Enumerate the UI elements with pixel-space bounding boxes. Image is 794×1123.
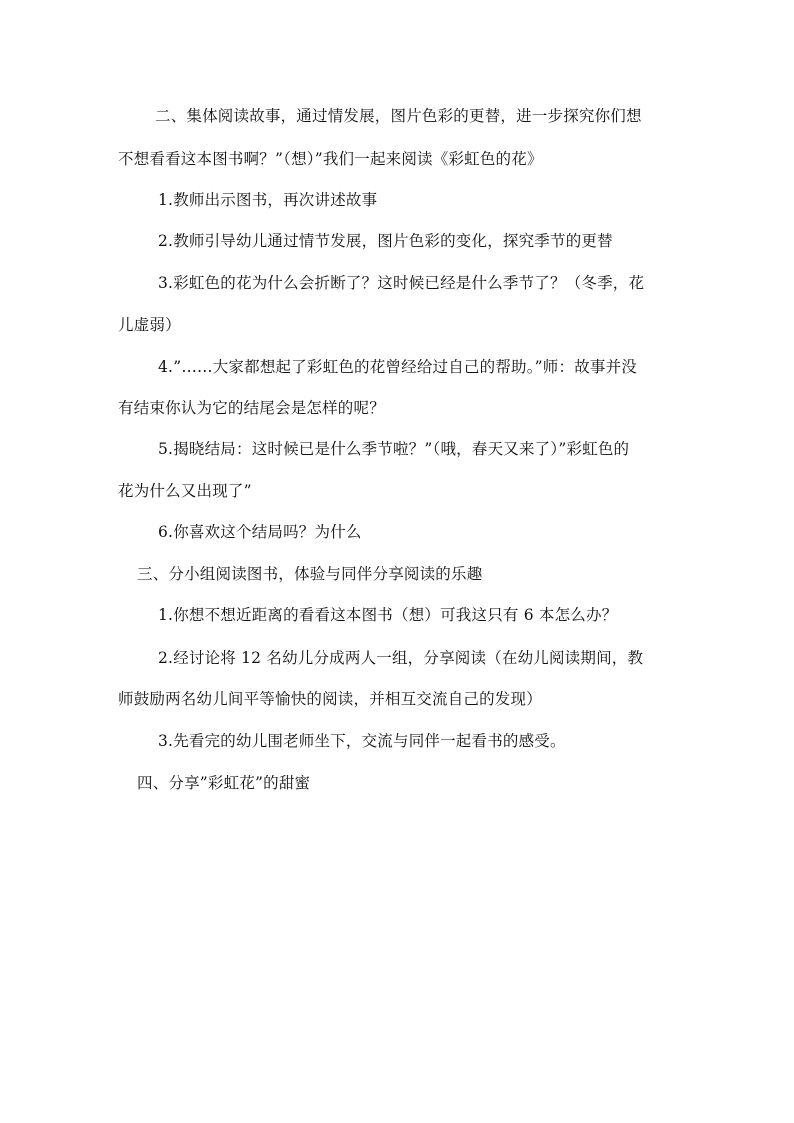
- group-step-2-cont: 师鼓励两名幼儿间平等愉快的阅读，并相互交流自己的发现）: [118, 690, 542, 708]
- step-6: 6.你喜欢这个结局吗？为什么: [158, 523, 362, 541]
- step-4: 4.”……大家都想起了彩虹色的花曾经给过自己的帮助。”师：故事并没: [158, 358, 637, 376]
- section-two-heading: 二、集体阅读故事，通过情发展，图片色彩的更替，进一步探究你们想: [155, 107, 642, 125]
- section-two-heading-cont: 不想看看这本图书啊？”（想）”我们一起来阅读《彩虹色的花》: [118, 150, 543, 168]
- section-three-heading: 三、分小组阅读图书，体验与同伴分享阅读的乐趣: [137, 565, 483, 583]
- group-step-3: 3.先看完的幼儿围老师坐下，交流与同伴一起看书的感受。: [158, 732, 566, 750]
- step-5-cont: 花为什么又出现了”: [118, 482, 252, 500]
- group-step-2: 2.经讨论将 12 名幼儿分成两人一组，分享阅读（在幼儿阅读期间，教: [158, 649, 644, 667]
- step-5: 5.揭晓结局：这时候已是什么季节啦？”（哦，春天又来了）”彩虹色的: [158, 440, 630, 458]
- group-step-1: 1.你想不想近距离的看看这本图书（想）可我这只有 6 本怎么办？: [158, 606, 618, 624]
- step-4-cont: 有结束你认为它的结尾会是怎样的呢？: [118, 399, 385, 417]
- step-3: 3.彩虹色的花为什么会折断了？这时候已经是什么季节了？（冬季，花: [158, 274, 645, 292]
- step-1: 1.教师出示图书，再次讲述故事: [158, 191, 378, 209]
- step-2: 2.教师引导幼儿通过情节发展，图片色彩的变化，探究季节的更替: [158, 232, 613, 250]
- section-four-heading: 四、分享”彩虹花”的甜蜜: [137, 774, 311, 792]
- step-3-cont: 儿虚弱）: [118, 316, 181, 334]
